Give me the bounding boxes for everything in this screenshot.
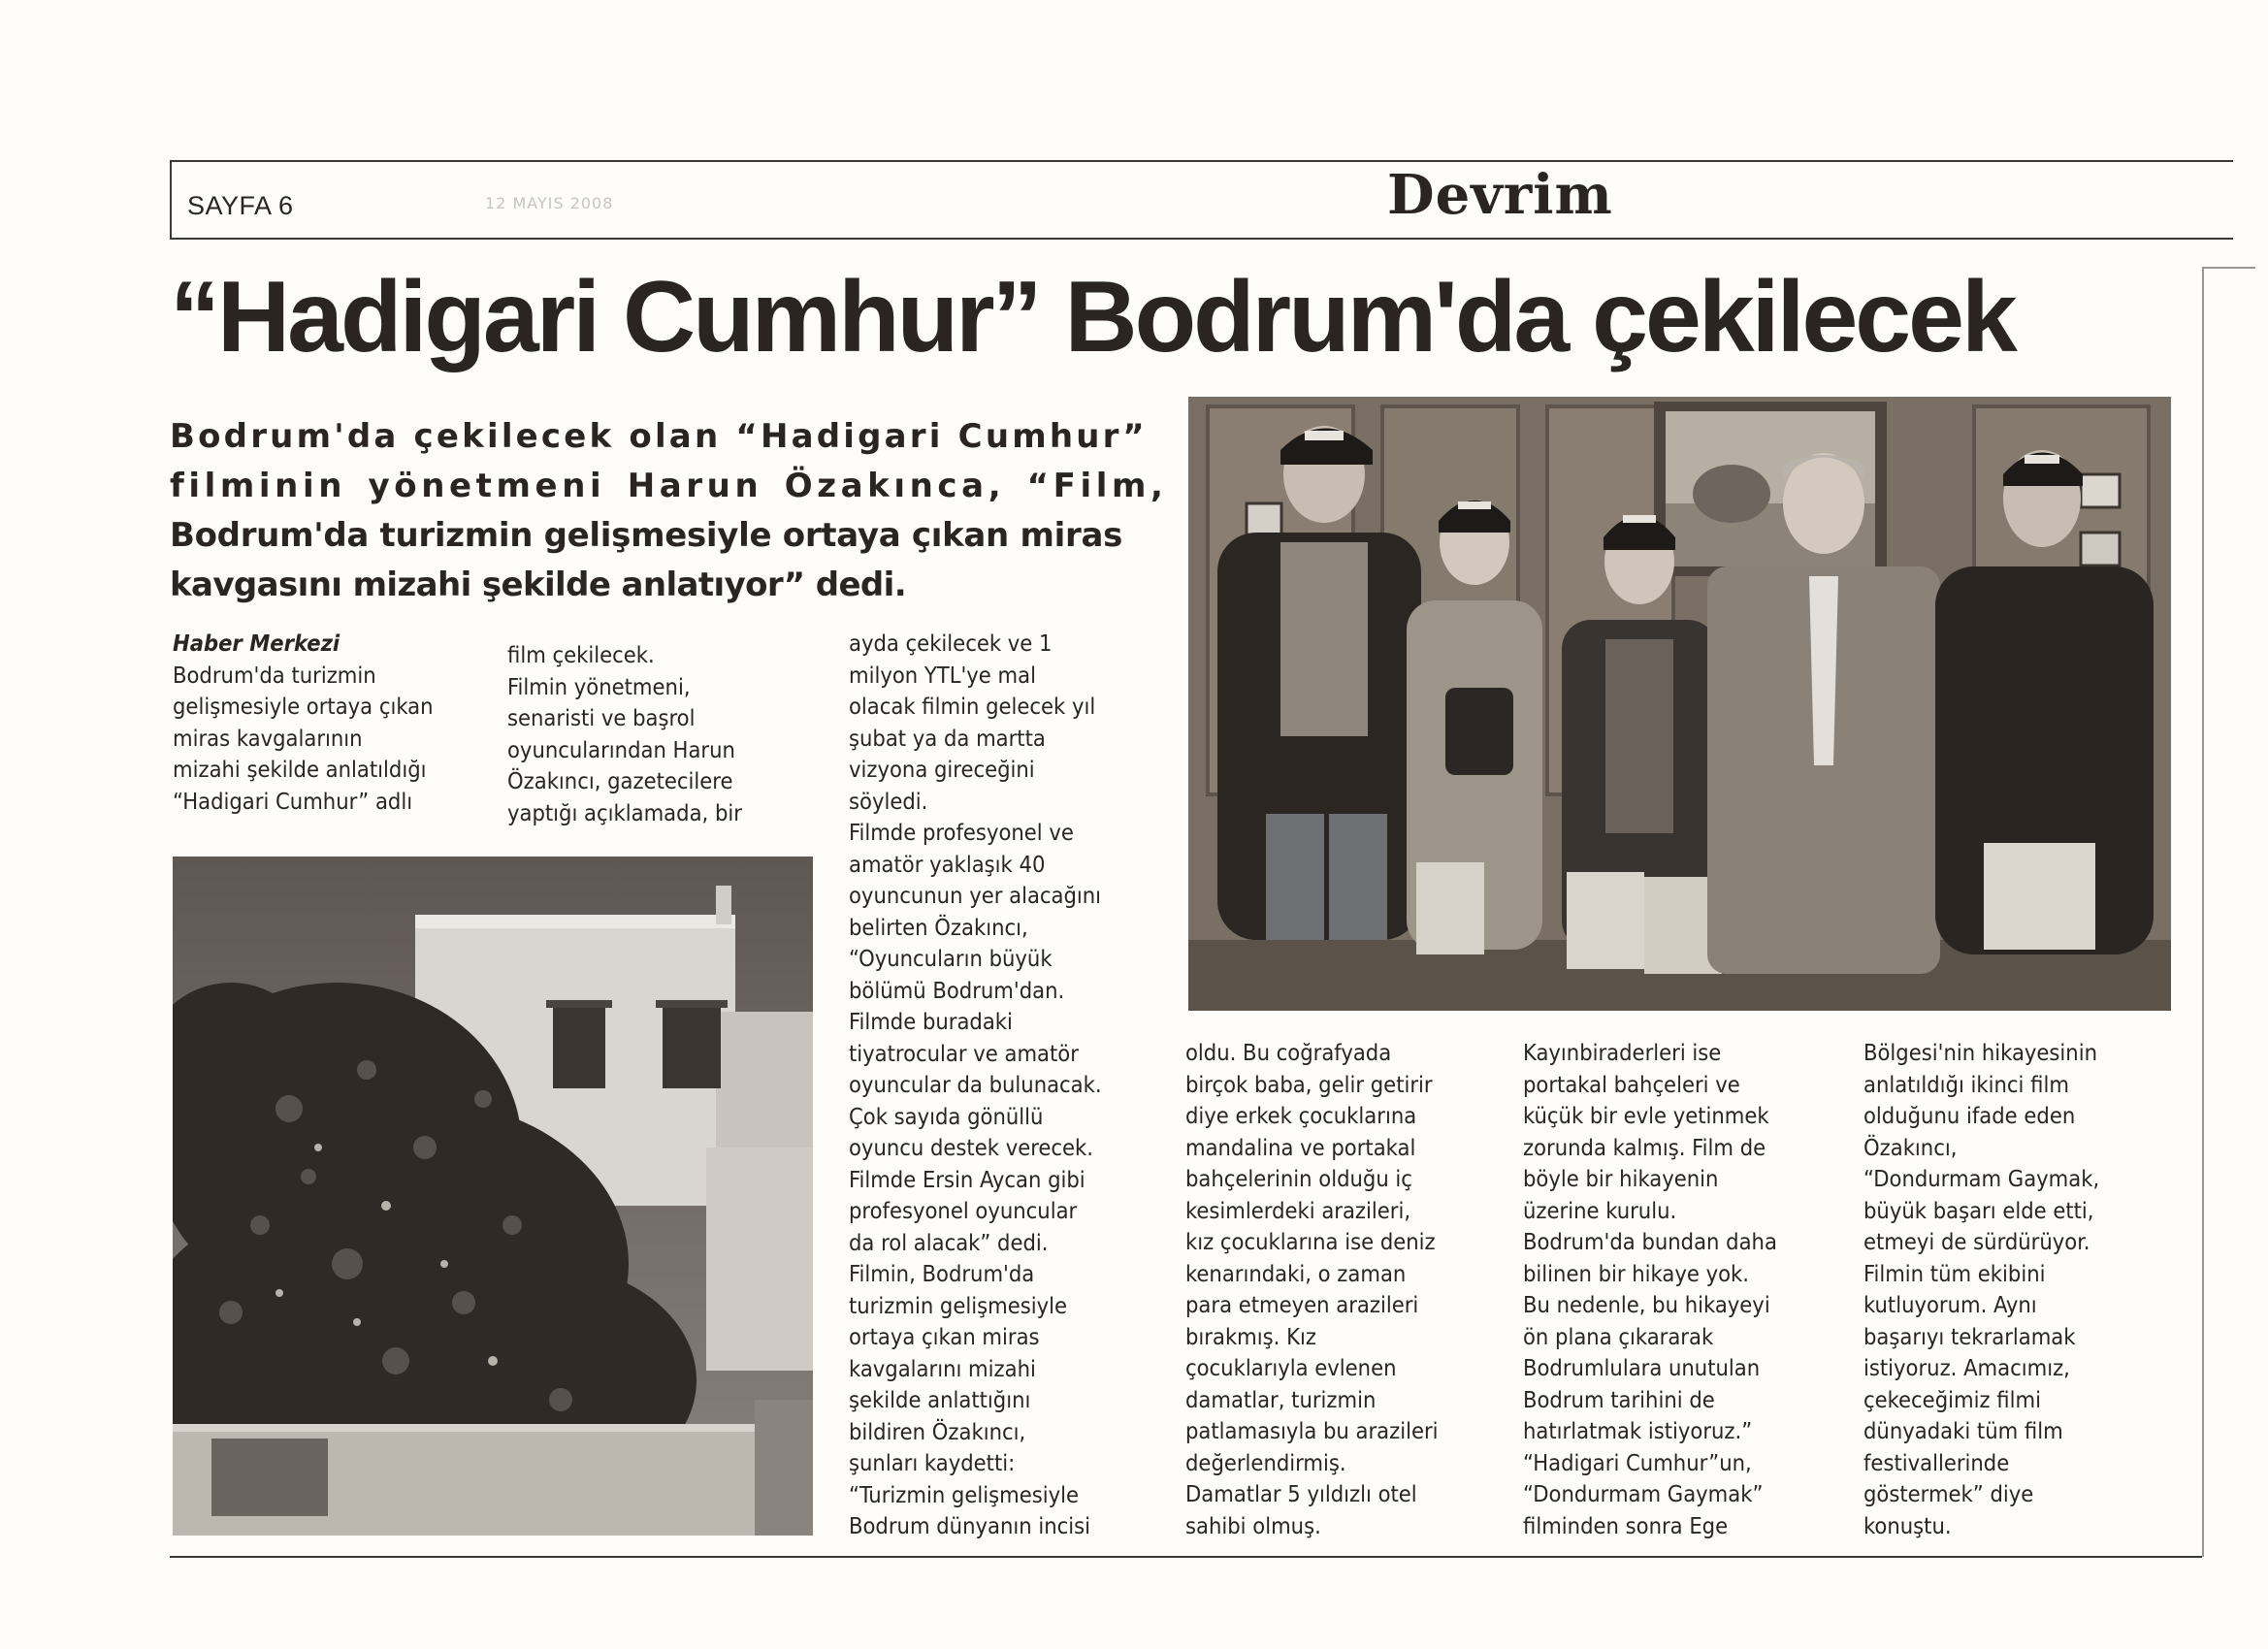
headline: “Hadigari Cumhur” Bodrum'da çekilecek [170,261,2015,373]
column-line: profesyonel oyuncular [849,1197,1078,1224]
masthead-frame [170,160,2233,240]
column-line: festivallerinde [1863,1448,2010,1476]
column-line: “Hadigari Cumhur” adlı [173,787,413,815]
column-line: birçok baba, gelir getirir [1185,1070,1433,1098]
column-line: bildiren Özakıncı, [849,1417,1026,1445]
group-photo [1188,397,2171,1011]
column-line: etmeyi de sürdürüyor. [1863,1228,2090,1255]
column-line: böyle bir hikayenin [1523,1165,1719,1192]
deck-line: kavgasını mizahi şekilde anlatıyor” dedi. [170,566,907,604]
column-line: çekeceğimiz filmi [1863,1385,2041,1413]
article-column-4 [1185,1037,1506,1541]
column-line: istiyoruz. Amacımız, [1863,1354,2070,1381]
column-line: senaristi ve başrol [507,704,696,731]
deck-line: Bodrum'da turizmin gelişmesiyle ortaya çıkan miras [170,516,1123,555]
column-line: Filmin, Bodrum'da [849,1260,1035,1287]
column-line: Çok sayıda gönüllü [849,1102,1044,1130]
column-line: Bodrum tarihini de [1523,1385,1715,1413]
column-line: kesimlerdeki arazileri, [1185,1196,1411,1224]
column-line: Bölgesi'nin hikayesinin [1863,1039,2097,1066]
column-line: oyuncular da bulunacak. [849,1071,1102,1098]
date-ghost-text: 12 MAYIS 2008 [485,194,614,212]
column-line: “Hadigari Cumhur”un, [1523,1448,1752,1476]
column-line: değerlendirmiş. [1185,1448,1346,1476]
column-line: Bu nedenle, bu hikayeyi [1523,1291,1770,1318]
article-column-3 [849,628,1159,1542]
column-line: olduğunu ifade eden [1863,1102,2076,1129]
column-line: tiyatrocular ve amatör [849,1039,1079,1067]
column-line: Filmde buradaki [849,1008,1013,1035]
article-column-6 [1863,1037,2184,1541]
column-line: Kayınbiraderleri ise [1523,1039,1722,1066]
column-line: Filmin yönetmeni, [507,672,691,700]
column-line: ön plana çıkararak [1523,1322,1714,1350]
column-line: şekilde anlattığını [849,1386,1031,1413]
column-line: dünyadaki tüm film [1863,1417,2063,1444]
column-line: sahibi olmuş. [1185,1511,1321,1539]
column-line: amatör yaklaşık 40 [849,850,1046,878]
column-line: oyuncularından Harun [507,735,735,763]
column-line: bahçelerinin olduğu iç [1185,1165,1412,1192]
article-column-2 [507,639,818,828]
article-column-5 [1523,1037,1843,1541]
column-line: kız çocuklarına ise deniz [1185,1228,1436,1255]
article-column-1 [173,628,493,817]
column-line: “Dondurmam Gaymak, [1863,1165,2100,1192]
column-line: patlamasıyla bu arazileri [1185,1417,1439,1444]
column-line: Damatlar 5 yıldızlı otel [1185,1480,1417,1507]
column-line: bırakmış. Kız [1185,1322,1316,1350]
column-line: Bodrum'da turizmin [173,661,376,689]
column-line: turizmin gelişmesiyle [849,1291,1068,1319]
column-line: başarıyı tekrarlamak [1863,1322,2076,1350]
column-line: vizyona gireceğini [849,756,1035,783]
column-line: büyük başarı elde etti, [1863,1196,2094,1224]
column-line: Filmin tüm ekibini [1863,1259,2046,1287]
column-line: para etmeyen arazileri [1185,1291,1419,1318]
column-line: bölümü Bodrum'dan. [849,976,1065,1004]
column-line: gelişmesiyle ortaya çıkan [173,693,434,720]
column-line: milyon YTL'ye mal [849,661,1036,689]
column-line: göstermek” diye [1863,1480,2034,1507]
deck-line: Bodrum'da çekilecek olan “Hadigari Cumhur” [170,417,1148,456]
column-line: hatırlatmak istiyoruz.” [1523,1417,1753,1444]
column-line: zorunda kalmış. Film de [1523,1133,1766,1161]
column-line: da rol alacak” dedi. [849,1228,1049,1256]
column-line: “Turizmin gelişmesiyle [849,1480,1080,1508]
building-photo [173,857,813,1536]
newspaper-logo: Devrim [1387,163,1613,227]
column-line: mizahi şekilde anlatıldığı [173,756,427,783]
column-line: “Oyuncuların büyük [849,945,1053,972]
column-line: belirten Özakıncı, [849,913,1028,941]
page-number-label: SAYFA 6 [187,191,294,220]
column-line: Bodrum'da bundan daha [1523,1228,1777,1255]
column-line: portakal bahçeleri ve [1523,1070,1740,1098]
column-line: film çekilecek. [507,641,655,668]
adjacent-column-rule [2202,267,2204,1557]
column-line: damatlar, turizmin [1185,1385,1377,1413]
column-line: şunları kaydetti: [849,1449,1016,1476]
column-line: çocuklarıyla evlenen [1185,1354,1397,1381]
bottom-rule [170,1556,2202,1558]
column-line: mandalina ve portakal [1185,1133,1416,1161]
column-line: kenarındaki, o zaman [1185,1259,1407,1287]
column-line: üzerine kurulu. [1523,1196,1677,1224]
column-line: bilinen bir hikaye yok. [1523,1259,1749,1287]
column-line: söyledi. [849,787,928,815]
article-deck [170,412,1168,610]
column-line: Bodrumlulara unutulan [1523,1354,1761,1381]
column-line: Bodrum dünyanın incisi [849,1512,1091,1539]
column-line: oldu. Bu coğrafyada [1185,1039,1392,1066]
column-line: anlatıldığı ikinci film [1863,1070,2069,1098]
column-line: şubat ya da martta [849,724,1046,752]
column-line: “Dondurmam Gaymak” [1523,1480,1764,1507]
column-line: konuştu. [1863,1511,1952,1539]
deck-line: filminin yönetmeni Harun Özakınca, “Film, [170,467,1168,505]
adjacent-column-rule-top [2202,267,2255,269]
column-line: yaptığı açıklamada, bir [507,798,742,826]
column-line: Filmde Ersin Aycan gibi [849,1165,1085,1193]
column-line: küçük bir evle yetinmek [1523,1102,1769,1129]
column-line: filminden sonra Ege [1523,1511,1729,1539]
column-line: ortaya çıkan miras [849,1323,1040,1350]
column-line: Filmde profesyonel ve [849,819,1074,846]
column-line: ayda çekilecek ve 1 [849,630,1053,657]
byline: Haber Merkezi [173,630,340,657]
column-line: Özakıncı, [1863,1133,1958,1161]
column-line: kutluyorum. Aynı [1863,1291,2037,1318]
column-line: diye erkek çocuklarına [1185,1102,1417,1129]
column-line: kavgalarını mizahi [849,1354,1036,1382]
column-line: Özakıncı, gazetecilere [507,767,733,794]
column-line: olacak filmin gelecek yıl [849,693,1096,720]
column-line: oyuncunun yer alacağını [849,882,1102,909]
column-line: miras kavgalarının [173,724,363,752]
column-line: oyuncu destek verecek. [849,1134,1093,1161]
